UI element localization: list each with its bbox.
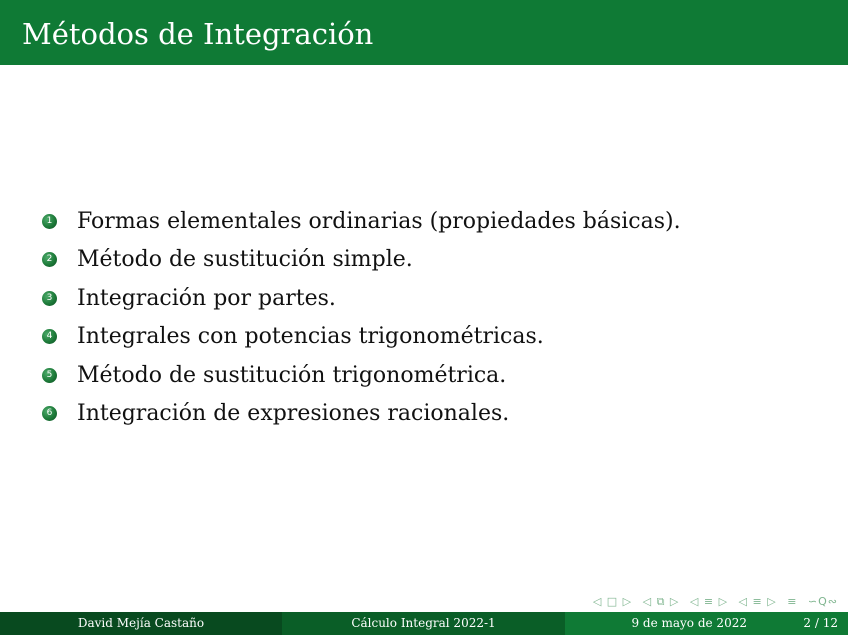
footer-page-number: 2 / 12 [803,616,838,630]
section-nav-icon[interactable]: ◁ ≡ ▷ [689,595,729,608]
list-item [42,318,681,357]
footer-author: David Mejía Castaño [0,612,282,635]
list-item [42,279,681,318]
subsection-nav-icon[interactable]: ◁ ⧉ ▷ [642,595,680,608]
slide-title: Métodos de Integración [22,17,374,51]
numbered-bullet-icon: 2 [42,252,57,267]
list-item-text: Método de sustitución simple. [77,247,413,273]
search-nav-icon[interactable]: ∽Q∾ [807,595,838,608]
frame-nav-icon[interactable]: ◁ □ ▷ [592,595,633,608]
slide-header [0,0,848,65]
footer-date: 9 de mayo de 2022 [631,616,747,630]
list-item-text: Método de sustitución trigonométrica. [77,362,507,388]
align-nav-icon[interactable]: ≡ [787,595,798,608]
slide-footer [0,612,848,635]
list-item [42,395,681,434]
list-item [42,356,681,395]
list-item-text: Integración de expresiones racionales. [77,401,510,427]
beamer-navigation-bar [587,595,838,609]
numbered-bullet-icon: 3 [42,291,57,306]
footer-date-page [565,612,848,635]
numbered-bullet-icon: 6 [42,406,57,421]
footer-course: Cálculo Integral 2022-1 [282,612,565,635]
list-item-text: Integración por partes. [77,285,336,311]
method-list [42,202,681,433]
numbered-bullet-icon: 5 [42,368,57,383]
list-item-text: Formas elementales ordinarias (propiedades básicas). [77,208,681,234]
list-item [42,202,681,241]
numbered-bullet-icon: 4 [42,329,57,344]
list-item [42,241,681,280]
numbered-bullet-icon: 1 [42,214,57,229]
list-item-text: Integrales con potencias trigonométricas. [77,324,544,350]
subsection2-nav-icon[interactable]: ◁ ≡ ▷ [738,595,777,608]
